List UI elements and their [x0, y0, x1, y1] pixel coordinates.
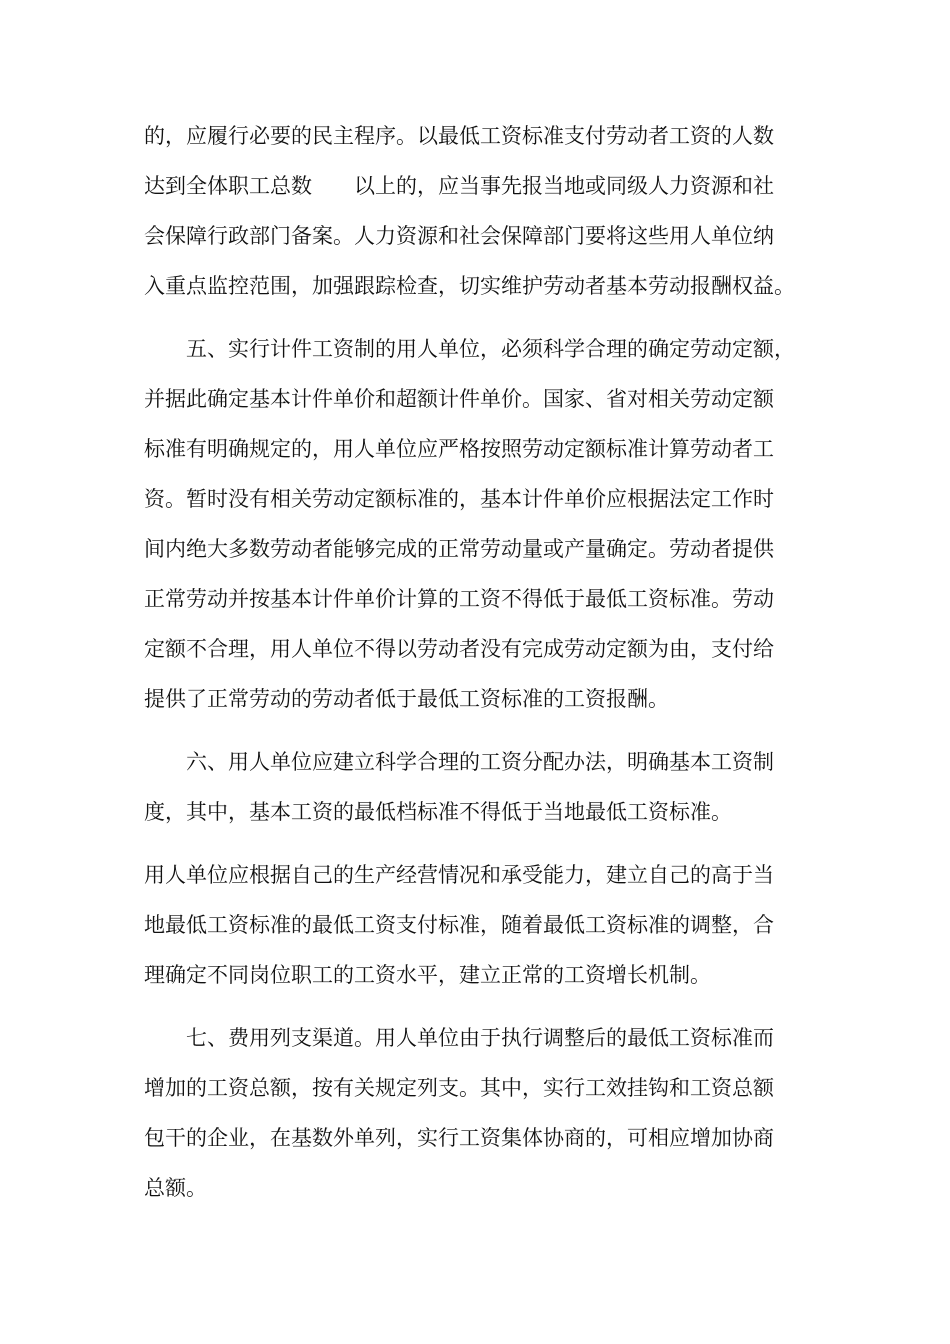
- text-line: 标准有明确规定的，用人单位应严格按照劳动定额标准计算劳动者工: [144, 437, 774, 461]
- text-line: 会保障行政部门备案。人力资源和社会保障部门要将这些用人单位纳: [144, 224, 774, 248]
- text-line: 六、用人单位应建立科学合理的工资分配办法，明确基本工资制: [186, 750, 774, 774]
- text-line: 包干的企业，在基数外单列，实行工资集体协商的，可相应增加协商: [144, 1126, 774, 1150]
- text-line: 资。暂时没有相关劳动定额标准的，基本计件单价应根据法定工作时: [144, 487, 774, 511]
- text-line: 用人单位应根据自己的生产经营情况和承受能力，建立自己的高于当: [144, 863, 774, 887]
- text-line: 的，应履行必要的民主程序。以最低工资标准支付劳动者工资的人数: [144, 124, 774, 148]
- text-line: 达到全体职工总数 以上的，应当事先报当地或同级人力资源和社: [144, 174, 774, 198]
- text-line: 总额。: [144, 1176, 207, 1200]
- text-line: 间内绝大多数劳动者能够完成的正常劳动量或产量确定。劳动者提供: [144, 537, 774, 561]
- text-line: 定额不合理，用人单位不得以劳动者没有完成劳动定额为由，支付给: [144, 637, 774, 661]
- text-line: 七、费用列支渠道。用人单位由于执行调整后的最低工资标准而: [186, 1026, 774, 1050]
- text-line: 并据此确定基本计件单价和超额计件单价。国家、省对相关劳动定额: [144, 387, 774, 411]
- text-line: 入重点监控范围，加强跟踪检查，切实维护劳动者基本劳动报酬权益。: [144, 274, 795, 298]
- text-line: 地最低工资标准的最低工资支付标准，随着最低工资标准的调整，合: [144, 913, 774, 937]
- text-line: 理确定不同岗位职工的工资水平，建立正常的工资增长机制。: [144, 963, 711, 987]
- text-line: 五、实行计件工资制的用人单位，必须科学合理的确定劳动定额，: [186, 337, 795, 361]
- text-line: 增加的工资总额，按有关规定列支。其中，实行工效挂钩和工资总额: [144, 1076, 774, 1100]
- text-line: 度，其中，基本工资的最低档标准不得低于当地最低工资标准。: [144, 800, 732, 824]
- text-line: 正常劳动并按基本计件单价计算的工资不得低于最低工资标准。劳动: [144, 587, 774, 611]
- text-line: 提供了正常劳动的劳动者低于最低工资标准的工资报酬。: [144, 687, 669, 711]
